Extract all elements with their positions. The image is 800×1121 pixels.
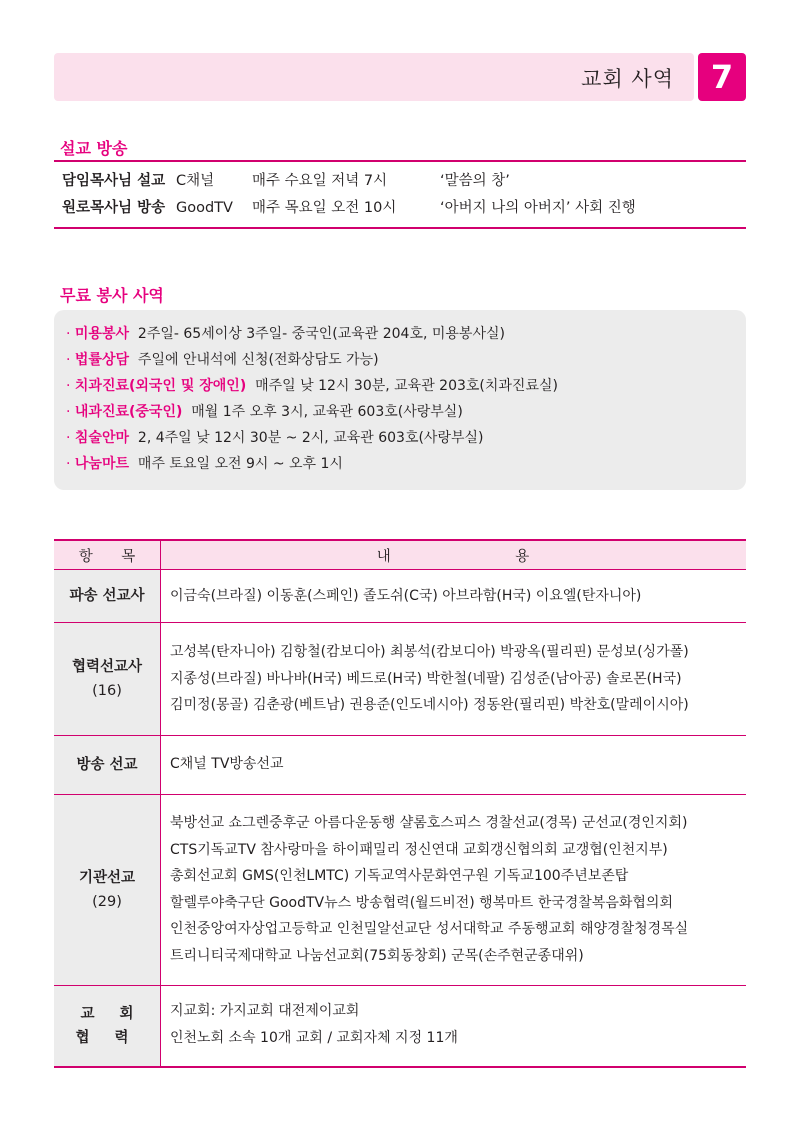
service-item [66, 347, 379, 373]
service-text: 2주일- 65세이상 3주일- 중국인(교육관 204호, 미용봉사실) [137, 326, 505, 342]
broadcast-time: 매주 목요일 오전 10시 [252, 200, 397, 216]
bullet-dot: · [66, 404, 75, 420]
column-divider [160, 570, 161, 622]
category-label: 협력선교사 [71, 659, 143, 675]
bullet-dot: · [66, 352, 75, 368]
service-text: 2, 4주일 낮 12시 30분 ~ 2시, 교육관 603호(사랑부실) [137, 430, 484, 446]
page-title: 교회 사역 [581, 67, 674, 91]
header-band [54, 53, 694, 101]
content-line: 고성복(탄자니아) 김항철(캄보디아) 최봉석(캄보디아) 박광옥(필리핀) 문성보(싱가폴) [170, 644, 689, 660]
service-item [66, 373, 558, 399]
broadcast-channel: C채널 [176, 173, 215, 189]
row-content [170, 998, 458, 1051]
service-text: 주일에 안내석에 신청(전화상담도 가능) [137, 352, 379, 368]
row-content [170, 583, 641, 610]
table-row [54, 795, 746, 986]
broadcast-section-title: 설교 방송 [60, 139, 128, 158]
row-content [170, 639, 689, 719]
content-line: 지종성(브라질) 바나바(H국) 베드로(H국) 박한철(네팔) 김성준(남아공) 솔로몬(H국) [170, 670, 682, 687]
content-line: C채널 TV방송선교 [170, 756, 284, 772]
row-category [54, 795, 160, 985]
free-service-section-title: 무료 봉사 사역 [60, 286, 164, 305]
row-category [54, 736, 160, 794]
row-content [170, 751, 284, 778]
content-line: 김미정(몽골) 김춘광(베트남) 권용준(인도네시아) 정동완(필리핀) 박찬호(말레이시아) [170, 697, 689, 713]
service-text: 매주 토요일 오전 9시 ~ 오후 1시 [137, 456, 343, 472]
table-row [54, 736, 746, 795]
content-line: 북방선교 쇼그렌중후군 아름다운동행 샬롬호스피스 경찰선교(경목) 군선교(경인지회) [170, 815, 688, 831]
bullet-dot: · [66, 326, 75, 342]
table-row [54, 986, 746, 1068]
table-header [54, 539, 746, 570]
service-label: 내과진료(중국인) [74, 404, 183, 420]
header-content: 내 용 [376, 549, 590, 565]
broadcast-program: ‘아버지 나의 아버지’ 사회 진행 [440, 200, 636, 216]
category-count: (29) [92, 894, 122, 910]
service-text: 매월 1주 오후 3시, 교육관 603호(사랑부실) [191, 404, 463, 420]
broadcast-name: 원로목사님 방송 [62, 200, 166, 216]
row-content [170, 810, 688, 969]
bullet-dot: · [66, 430, 75, 446]
service-item [66, 399, 463, 425]
row-category [54, 623, 160, 735]
service-label: 치과진료(외국인 및 장애인) [74, 378, 247, 394]
column-divider [160, 986, 161, 1066]
column-divider [160, 541, 161, 569]
broadcast-program: ‘말씀의 창’ [440, 173, 510, 189]
service-label: 침술안마 [74, 430, 130, 446]
table-row [54, 623, 746, 736]
section-divider [54, 160, 746, 162]
content-line: 총회선교회 GMS(인천LMTC) 기독교역사문화연구원 기독교100주년보존탑 [170, 868, 629, 884]
chapter-number-badge: 7 [698, 53, 746, 101]
content-line: 이금숙(브라질) 이동훈(스페인) 졸도쉬(C국) 아브라함(H국) 이요엘(탄자니아) [170, 588, 642, 604]
broadcast-time: 매주 수요일 저녁 7시 [252, 173, 388, 189]
content-line: CTS기독교TV 참사랑마을 하이패밀리 정신연대 교회갱신협의회 교갱협(인천지부) [170, 841, 668, 858]
category-label: 방송 선교 [76, 757, 138, 773]
table-row [54, 570, 746, 623]
column-divider [160, 736, 161, 794]
column-divider [160, 623, 161, 735]
service-label: 법률상담 [74, 352, 130, 368]
content-line: 트리니티국제대학교 나눔선교회(75회동창회) 군목(손주현군종대위) [170, 947, 584, 964]
bullet-dot: · [66, 456, 75, 472]
row-category [54, 570, 160, 622]
row-category [54, 986, 160, 1066]
content-line: 할렐루야축구단 GoodTV뉴스 방송협력(월드비전) 행복마트 한국경찰복음화협의회 [170, 894, 673, 911]
service-label: 미용봉사 [74, 326, 130, 342]
content-line: 인천노회 소속 10개 교회 / 교회자체 지정 11개 [170, 1029, 458, 1046]
broadcast-channel: GoodTV [176, 200, 233, 216]
category-label: 파송 선교사 [69, 588, 145, 604]
bullet-dot: · [66, 378, 75, 394]
content-line: 인천중앙여자상업고등학교 인천밀알선교단 성서대학교 주동행교회 해양경찰청경목실 [170, 921, 689, 937]
category-count: (16) [92, 683, 122, 699]
content-line: 지교회: 가지교회 대전제이교회 [170, 1003, 360, 1019]
service-item [66, 321, 505, 347]
column-divider [160, 795, 161, 985]
section-divider [54, 227, 746, 229]
broadcast-name: 담임목사님 설교 [62, 173, 166, 189]
header-item: 항 목 [78, 549, 148, 565]
service-label: 나눔마트 [74, 456, 130, 472]
service-text: 매주일 낮 12시 30분, 교육관 203호(치과진료실) [255, 378, 558, 394]
category-label: 교 회 협 력 [75, 1006, 144, 1046]
category-label: 기관선교 [78, 870, 136, 886]
service-item [66, 451, 343, 477]
service-item [66, 425, 484, 451]
